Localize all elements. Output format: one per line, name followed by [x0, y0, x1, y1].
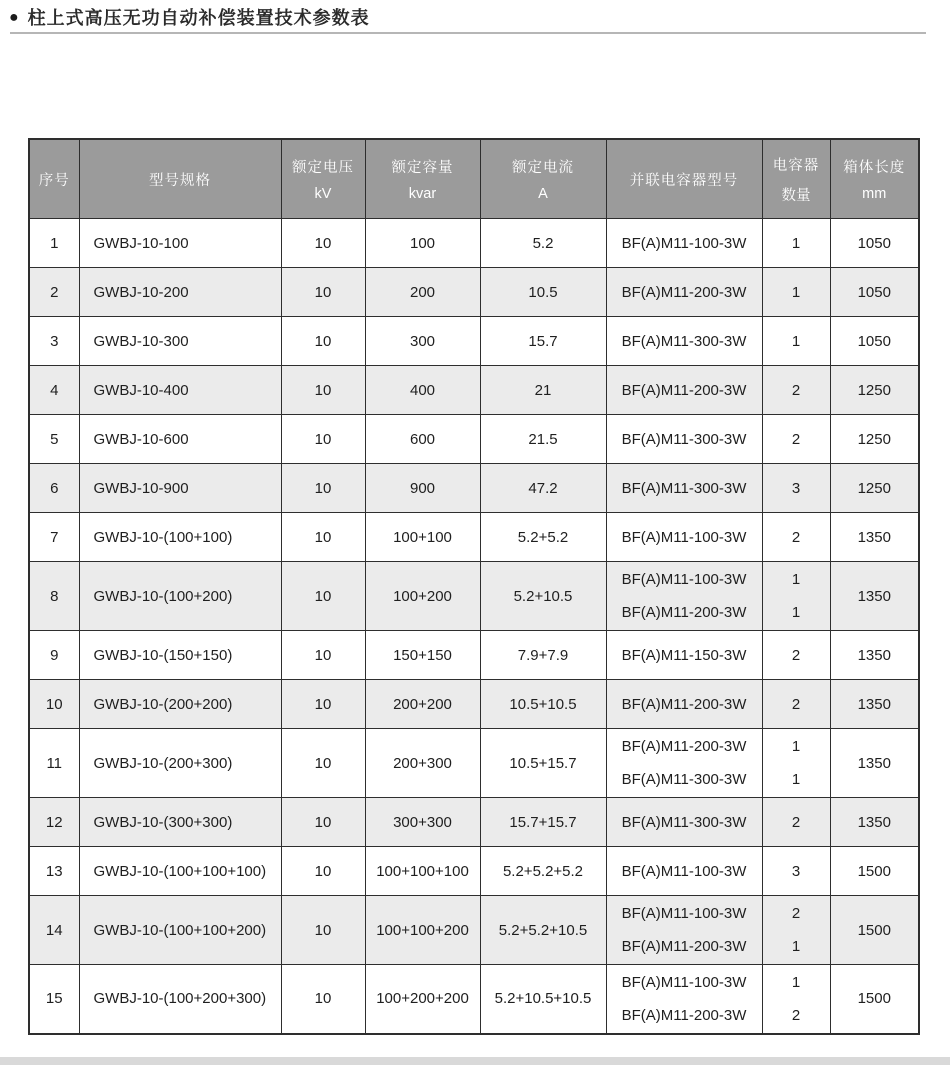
- cell-rated-capacity: 150+150: [365, 631, 480, 680]
- cell-model: GWBJ-10-(100+100+200): [79, 896, 281, 965]
- cell-capacitor-model: BF(A)M11-300-3W: [606, 317, 762, 366]
- cell-rated-capacity: 300+300: [365, 798, 480, 847]
- cell-capacitor-count: 2: [762, 513, 830, 562]
- cell-capacitor-model: BF(A)M11-100-3W BF(A)M11-200-3W: [606, 562, 762, 631]
- table-row: [29, 513, 919, 562]
- cell-capacitor-count: 1: [762, 268, 830, 317]
- cell-rated-capacity: 400: [365, 366, 480, 415]
- cell-rated-current: 21: [480, 366, 606, 415]
- cell-seq: 3: [29, 317, 79, 366]
- cell-capacitor-model: BF(A)M11-300-3W: [606, 464, 762, 513]
- cell-model: GWBJ-10-(100+200): [79, 562, 281, 631]
- column-header: 额定容量 kvar: [365, 139, 480, 219]
- cell-box-length: 1050: [830, 268, 919, 317]
- cell-rated-capacity: 200+300: [365, 729, 480, 798]
- cell-rated-current: 47.2: [480, 464, 606, 513]
- table-row: [29, 366, 919, 415]
- column-header: 额定电压 kV: [281, 139, 365, 219]
- cell-rated-voltage: 10: [281, 513, 365, 562]
- cell-box-length: 1050: [830, 317, 919, 366]
- cell-rated-current: 5.2+5.2+10.5: [480, 896, 606, 965]
- cell-rated-current: 5.2+10.5+10.5: [480, 965, 606, 1034]
- cell-box-length: 1350: [830, 631, 919, 680]
- cell-model: GWBJ-10-(200+200): [79, 680, 281, 729]
- cell-rated-voltage: 10: [281, 464, 365, 513]
- cell-seq: 5: [29, 415, 79, 464]
- cell-capacitor-count: 2: [762, 631, 830, 680]
- cell-capacitor-count: 1: [762, 317, 830, 366]
- cell-model: GWBJ-10-(100+100): [79, 513, 281, 562]
- column-header: 并联电容器型号: [606, 139, 762, 219]
- cell-rated-current: 10.5+15.7: [480, 729, 606, 798]
- cell-rated-current: 5.2+5.2: [480, 513, 606, 562]
- cell-capacitor-model: BF(A)M11-200-3W BF(A)M11-300-3W: [606, 729, 762, 798]
- cell-capacitor-count: 2 1: [762, 896, 830, 965]
- cell-capacitor-model: BF(A)M11-300-3W: [606, 798, 762, 847]
- cell-box-length: 1500: [830, 965, 919, 1034]
- cell-seq: 10: [29, 680, 79, 729]
- cell-model: GWBJ-10-(300+300): [79, 798, 281, 847]
- cell-box-length: 1350: [830, 562, 919, 631]
- cell-rated-voltage: 10: [281, 268, 365, 317]
- cell-capacitor-count: 2: [762, 680, 830, 729]
- parameters-table: [28, 138, 920, 1035]
- cell-model: GWBJ-10-300: [79, 317, 281, 366]
- cell-box-length: 1250: [830, 464, 919, 513]
- cell-rated-capacity: 200+200: [365, 680, 480, 729]
- cell-model: GWBJ-10-(100+100+100): [79, 847, 281, 896]
- cell-model: GWBJ-10-100: [79, 219, 281, 268]
- cell-rated-voltage: 10: [281, 847, 365, 896]
- cell-box-length: 1250: [830, 415, 919, 464]
- cell-seq: 9: [29, 631, 79, 680]
- column-header: 箱体长度 mm: [830, 139, 919, 219]
- cell-rated-current: 10.5+10.5: [480, 680, 606, 729]
- column-header: 电容器 数量: [762, 139, 830, 219]
- title-area: [0, 0, 950, 29]
- cell-seq: 2: [29, 268, 79, 317]
- table-row: [29, 415, 919, 464]
- column-header: 型号规格: [79, 139, 281, 219]
- table-row: [29, 268, 919, 317]
- cell-model: GWBJ-10-400: [79, 366, 281, 415]
- table-row: [29, 219, 919, 268]
- cell-rated-current: 21.5: [480, 415, 606, 464]
- cell-rated-capacity: 200: [365, 268, 480, 317]
- cell-box-length: 1350: [830, 680, 919, 729]
- table-row: [29, 680, 919, 729]
- table-header-row: [29, 139, 919, 219]
- cell-seq: 6: [29, 464, 79, 513]
- cell-rated-voltage: 10: [281, 562, 365, 631]
- cell-rated-voltage: 10: [281, 415, 365, 464]
- title-bullet-icon: ●: [9, 9, 19, 26]
- cell-rated-current: 15.7+15.7: [480, 798, 606, 847]
- cell-capacitor-model: BF(A)M11-150-3W: [606, 631, 762, 680]
- cell-rated-current: 7.9+7.9: [480, 631, 606, 680]
- cell-rated-voltage: 10: [281, 366, 365, 415]
- bottom-strip: [0, 1057, 950, 1065]
- column-header: 序号: [29, 139, 79, 219]
- cell-seq: 8: [29, 562, 79, 631]
- cell-seq: 12: [29, 798, 79, 847]
- table-row: [29, 631, 919, 680]
- cell-capacitor-count: 2: [762, 798, 830, 847]
- cell-rated-capacity: 100: [365, 219, 480, 268]
- cell-rated-capacity: 100+100: [365, 513, 480, 562]
- cell-capacitor-model: BF(A)M11-100-3W: [606, 219, 762, 268]
- table-row: [29, 464, 919, 513]
- cell-rated-current: 5.2: [480, 219, 606, 268]
- cell-box-length: 1050: [830, 219, 919, 268]
- cell-rated-voltage: 10: [281, 680, 365, 729]
- cell-box-length: 1250: [830, 366, 919, 415]
- table-row: [29, 317, 919, 366]
- cell-box-length: 1500: [830, 896, 919, 965]
- cell-seq: 11: [29, 729, 79, 798]
- cell-capacitor-model: BF(A)M11-200-3W: [606, 680, 762, 729]
- table-row: [29, 847, 919, 896]
- cell-capacitor-model: BF(A)M11-100-3W BF(A)M11-200-3W: [606, 896, 762, 965]
- cell-rated-voltage: 10: [281, 729, 365, 798]
- cell-rated-capacity: 900: [365, 464, 480, 513]
- cell-model: GWBJ-10-200: [79, 268, 281, 317]
- page-title: 柱上式高压无功自动补偿装置技术参数表: [27, 8, 370, 28]
- cell-capacitor-count: 1: [762, 219, 830, 268]
- table-row: [29, 798, 919, 847]
- cell-model: GWBJ-10-(150+150): [79, 631, 281, 680]
- cell-capacitor-model: BF(A)M11-200-3W: [606, 268, 762, 317]
- cell-seq: 14: [29, 896, 79, 965]
- cell-capacitor-count: 1 2: [762, 965, 830, 1034]
- table-row: [29, 896, 919, 965]
- cell-box-length: 1350: [830, 513, 919, 562]
- cell-rated-current: 10.5: [480, 268, 606, 317]
- cell-capacitor-model: BF(A)M11-200-3W: [606, 366, 762, 415]
- column-header: 额定电流 A: [480, 139, 606, 219]
- cell-rated-capacity: 100+200+200: [365, 965, 480, 1034]
- cell-rated-voltage: 10: [281, 631, 365, 680]
- cell-seq: 1: [29, 219, 79, 268]
- cell-capacitor-count: 2: [762, 415, 830, 464]
- cell-rated-voltage: 10: [281, 965, 365, 1034]
- cell-box-length: 1500: [830, 847, 919, 896]
- table-row: [29, 729, 919, 798]
- cell-capacitor-model: BF(A)M11-100-3W: [606, 513, 762, 562]
- cell-rated-current: 15.7: [480, 317, 606, 366]
- cell-seq: 13: [29, 847, 79, 896]
- table-row: [29, 965, 919, 1034]
- cell-rated-capacity: 100+200: [365, 562, 480, 631]
- cell-rated-capacity: 100+100+100: [365, 847, 480, 896]
- cell-capacitor-model: BF(A)M11-100-3W BF(A)M11-200-3W: [606, 965, 762, 1034]
- cell-rated-voltage: 10: [281, 798, 365, 847]
- cell-rated-current: 5.2+10.5: [480, 562, 606, 631]
- cell-rated-current: 5.2+5.2+5.2: [480, 847, 606, 896]
- cell-seq: 7: [29, 513, 79, 562]
- cell-capacitor-count: 1 1: [762, 729, 830, 798]
- cell-seq: 4: [29, 366, 79, 415]
- cell-capacitor-count: 3: [762, 847, 830, 896]
- cell-seq: 15: [29, 965, 79, 1034]
- cell-model: GWBJ-10-900: [79, 464, 281, 513]
- cell-capacitor-count: 3: [762, 464, 830, 513]
- cell-model: GWBJ-10-(100+200+300): [79, 965, 281, 1034]
- cell-box-length: 1350: [830, 798, 919, 847]
- table-row: [29, 562, 919, 631]
- cell-rated-capacity: 600: [365, 415, 480, 464]
- cell-capacitor-model: BF(A)M11-300-3W: [606, 415, 762, 464]
- cell-rated-voltage: 10: [281, 317, 365, 366]
- parameters-table-wrap: [28, 138, 920, 1035]
- cell-capacitor-model: BF(A)M11-100-3W: [606, 847, 762, 896]
- cell-rated-capacity: 300: [365, 317, 480, 366]
- title-rule: [10, 32, 926, 34]
- cell-rated-voltage: 10: [281, 219, 365, 268]
- cell-rated-capacity: 100+100+200: [365, 896, 480, 965]
- cell-model: GWBJ-10-600: [79, 415, 281, 464]
- cell-capacitor-count: 2: [762, 366, 830, 415]
- cell-rated-voltage: 10: [281, 896, 365, 965]
- cell-box-length: 1350: [830, 729, 919, 798]
- cell-capacitor-count: 1 1: [762, 562, 830, 631]
- cell-model: GWBJ-10-(200+300): [79, 729, 281, 798]
